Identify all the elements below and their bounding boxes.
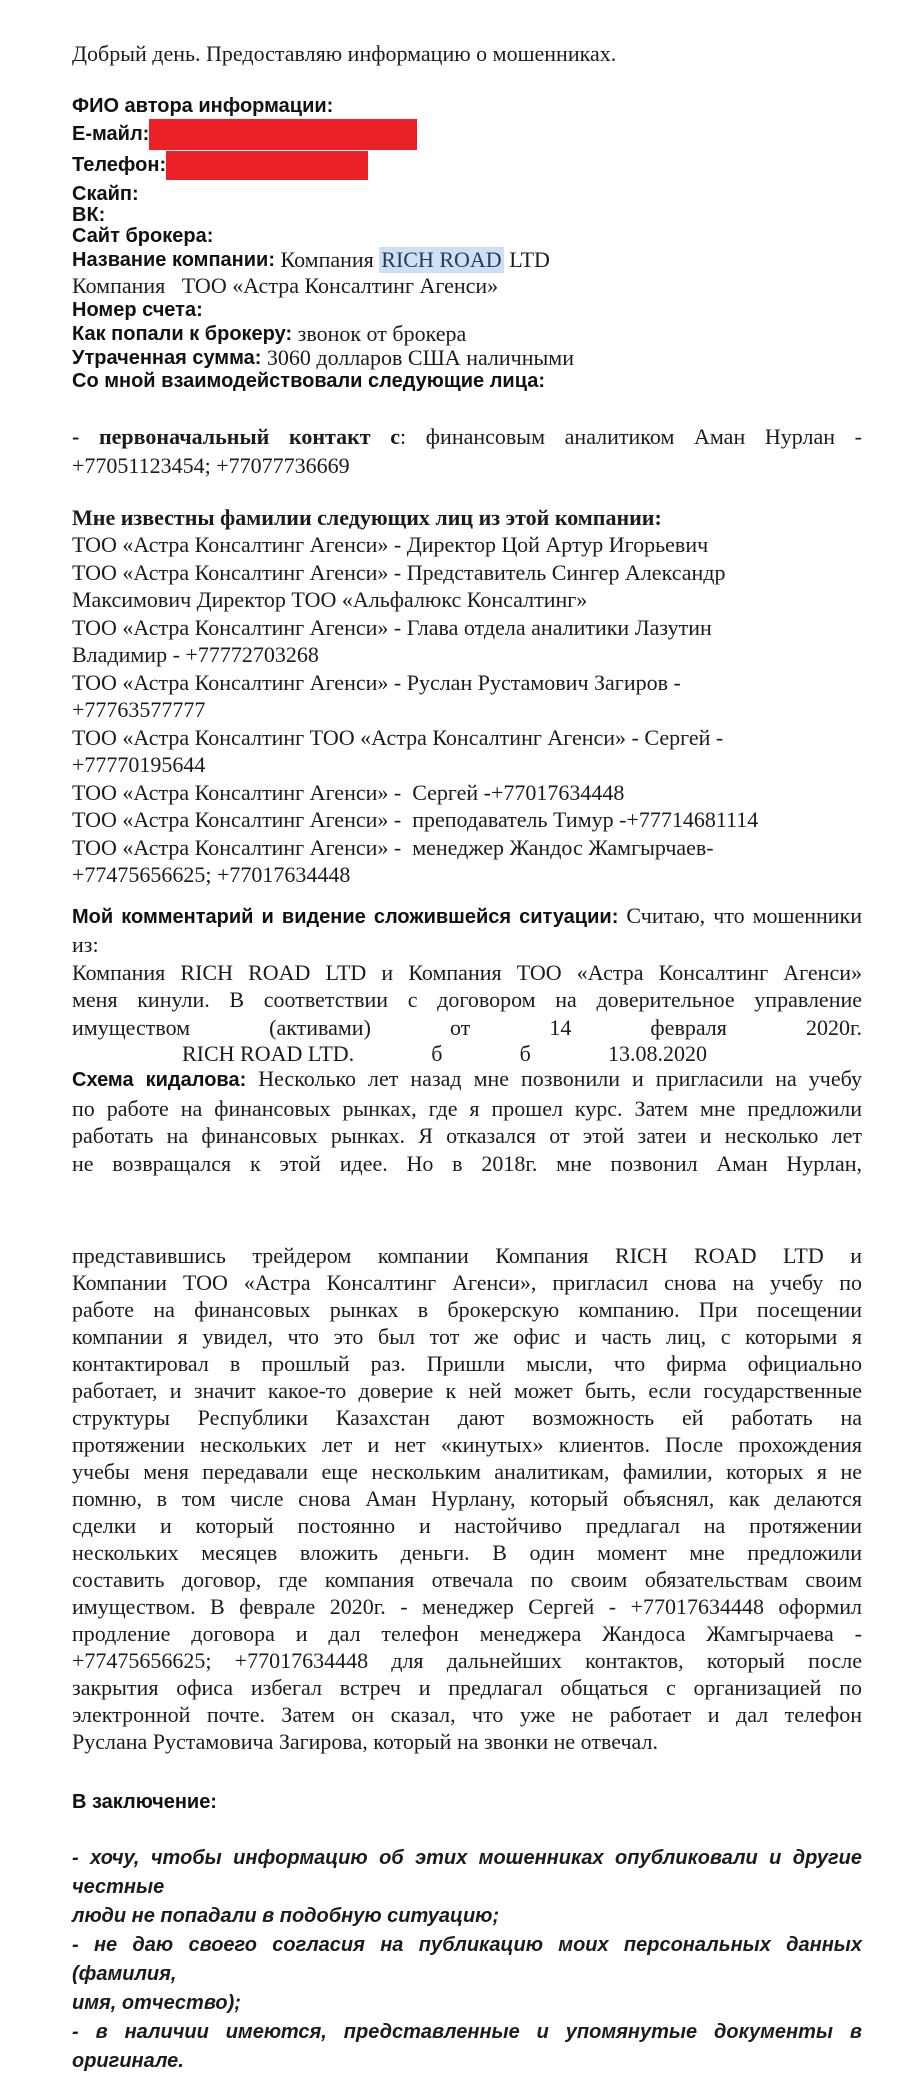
comment-line: Компания RICH ROAD LTD и Компания ТОО «Астра Консалтинг Агенси» <box>72 959 862 985</box>
field-row-skype <box>72 183 862 205</box>
scheme-line: продление договора и дал телефон менеджера Жандоса Жамгырчаева - <box>72 1621 862 1646</box>
field-row-interacted <box>72 370 862 393</box>
clipped-word: RICH ROAD LTD. <box>182 1041 355 1066</box>
conclusion-heading: В заключение: <box>72 1791 217 1813</box>
initial-contact-block <box>72 423 862 480</box>
known-line: ТОО «Астра Консалтинг Агенси» - Представитель Сингер Александр <box>72 559 726 585</box>
scheme-line: протяжении нескольких лет и нет «кинутых» клиентов. После прохождения <box>72 1432 862 1457</box>
company-highlight: RICH ROAD <box>381 247 502 272</box>
company-name-prefix: Компания <box>275 247 380 272</box>
field-row-account <box>72 299 862 322</box>
comment-first-rest: Считаю, что мошенники из: <box>72 902 863 957</box>
known-line: ТОО «Астра Консалтинг ТОО «Астра Консалтинг Агенси» - Сергей - <box>72 724 724 750</box>
conclusion-line: имя, отчество); <box>72 1992 241 2014</box>
contact-label: - первоначальный контакт с <box>72 424 401 449</box>
clipped-word: 13.08.2020 <box>607 1041 707 1066</box>
conclusion-line: - в наличии имеются, представленные и упомянутые документы в оригинале. <box>72 2021 862 2072</box>
comment-gap-word: 14 <box>549 1014 572 1040</box>
comment-gap-word: от <box>449 1014 471 1040</box>
scheme-line: электронной почте. Затем он сказал, что уже не работает и дал телефон <box>72 1702 862 1727</box>
known-line: ТОО «Астра Консалтинг Агенси» - Глава отдела аналитики Лазутин <box>72 614 712 640</box>
scheme-line: работе на финансовых рынках в брокерскую компанию. При посещении <box>72 1297 862 1322</box>
scheme-paragraph-1 <box>72 1065 862 1177</box>
clipped-word: б <box>519 1041 531 1066</box>
scheme-line: Компании ТОО «Астра Консалтинг Агенси», пригласил снова на учебу по <box>72 1270 862 1295</box>
scheme-line: Руслана Рустамовича Загирова, который на звонки не отвечал. <box>72 1729 658 1754</box>
email-label: Е-майл: <box>72 122 150 145</box>
field-row-fio <box>72 94 862 118</box>
conclusion-line: люди не попадали в подобную ситуацию; <box>72 1905 500 1927</box>
comment-label: Мой комментарий и видение сложившейся ситуации: <box>72 905 619 928</box>
known-line: ТОО «Астра Консалтинг Агенси» - Сергей -+77017634448 <box>72 779 625 805</box>
how-met-broker-value: звонок от брокера <box>292 321 467 346</box>
scheme-line: структуры Республики Казахстан дают возможность ей работать на <box>72 1405 862 1430</box>
lost-sum-value: 3060 долларов США наличными <box>261 345 574 370</box>
comment-first-line <box>72 902 862 959</box>
comment-gap-word: февраля <box>650 1014 727 1040</box>
field-row-phone <box>72 150 862 180</box>
conclusion-line: - не даю своего согласия на публикацию моих персональных данных (фамилия, <box>72 1934 862 1985</box>
comment-gap-word: 2020г. <box>805 1014 862 1040</box>
comment-gap-line <box>72 1014 862 1042</box>
contact-first-line <box>72 423 862 451</box>
comment-gap-word: имуществом <box>72 1014 191 1040</box>
company-line2: Компания ТОО «Астра Консалтинг Агенси» <box>72 273 499 298</box>
scheme-line: по работе на финансовых рынках, где я прошел курс. Затем мне предложили <box>72 1095 862 1121</box>
scheme-line: помню, в том числе снова Аман Нурлану, который объяснял, как делаются <box>72 1486 862 1511</box>
comment-paragraph <box>72 902 863 1066</box>
scheme-paragraph-2 <box>72 1242 862 1755</box>
comment-clipped-line <box>72 1041 862 1066</box>
phone-label: Телефон: <box>72 153 167 176</box>
known-line: Максимович Директор ТОО «Альфалюкс Консалтинг» <box>72 587 588 612</box>
known-line: +77475656625; +77017634448 <box>72 862 351 887</box>
scheme-line: учебы меня передавали еще нескольким аналитикам, фамилии, которых я не <box>72 1459 862 1484</box>
company-name-label: Название компании: <box>72 248 275 271</box>
scheme-line: работает, и значит какое-то доверие к ней может быть, если государственные <box>72 1378 862 1403</box>
comment-line: меня кинули. В соответствии с договором на доверительное управление <box>72 987 862 1012</box>
known-line: +77763577777 <box>72 697 206 722</box>
scheme-line: +77475656625; +77017634448 для дальнейших контактов, который после <box>72 1648 862 1673</box>
known-line: Владимир - +77772703268 <box>72 642 319 667</box>
how-met-broker-label: Как попали к брокеру: <box>72 322 293 345</box>
conclusion-line: - хочу, чтобы информацию об этих мошенниках опубликовали и другие честные <box>72 1847 862 1898</box>
known-people-section <box>72 504 862 889</box>
account-label: Номер счета: <box>72 299 203 321</box>
scheme-line: не возвращался к этой идее. Но в 2018г. мне позвонил Аман Нурлан, <box>72 1150 862 1176</box>
redaction-box-email <box>149 119 417 150</box>
comment-lines <box>72 959 862 1014</box>
known-list <box>72 531 862 889</box>
clipped-word: б <box>431 1041 443 1066</box>
interacted-label: Со мной взаимодействовали следующие лица: <box>72 370 546 392</box>
scheme-line: имуществом. В феврале 2020г. - менеджер Сергей - +77017634448 оформил <box>72 1594 862 1619</box>
scheme-page1-lines <box>72 1095 862 1178</box>
broker-site-label: Сайт брокера: <box>72 225 214 247</box>
fio-label: ФИО автора информации: <box>72 94 334 117</box>
intro-line: Добрый день. Предоставляю информацию о мошенниках. <box>72 41 617 66</box>
scheme-label: Схема кидалова: <box>72 1069 247 1091</box>
scheme-line: сделки и который постоянно и настойчиво предлагал на протяжении <box>72 1513 862 1538</box>
scheme-first-rest: Несколько лет назад мне позвонили и пригласили на учебу <box>246 1066 862 1091</box>
field-row-email <box>72 118 862 150</box>
conclusion-list <box>72 1844 862 2076</box>
scheme-line: составить договор, где компания отвечала по своим обязательствам своим <box>72 1567 862 1592</box>
field-row-broker-site <box>72 226 862 247</box>
lost-sum-label: Утраченная сумма: <box>72 346 262 369</box>
skype-label: Скайп: <box>72 182 139 205</box>
scheme-line: нескольких месяцев вложить деньги. В один момент мне предложили <box>72 1540 862 1565</box>
scheme-line: компании я увидел, что это был тот же офис и часть лиц, с которыми я <box>72 1324 862 1349</box>
known-line: ТОО «Астра Консалтинг Агенси» - Руслан Рустамович Загиров - <box>72 669 681 695</box>
comment-gap-word: (активами) <box>269 1014 371 1040</box>
contact-fields <box>72 94 862 393</box>
known-line: ТОО «Астра Консалтинг Агенси» - менеджер Жандос Жамгырчаев- <box>72 834 714 860</box>
known-line: ТОО «Астра Консалтинг Агенси» - Директор Цой Артур Игорьевич <box>72 532 709 557</box>
scheme-line: представившись трейдером компании Компания RICH ROAD LTD и <box>72 1243 862 1268</box>
company-name-suffix: LTD <box>503 247 550 272</box>
field-row-vk <box>72 205 862 226</box>
field-row-company-line2 <box>72 273 862 299</box>
contact-phones-line: +77051123454; +77077736669 <box>72 452 350 478</box>
scheme-first-line <box>72 1065 862 1095</box>
contact-rest: : финансовым аналитиком Аман Нурлан - <box>400 424 862 449</box>
field-row-how-met-broker <box>72 322 862 346</box>
known-heading: Мне известны фамилии следующих лиц из этой компании: <box>72 504 662 530</box>
field-row-company-name <box>72 247 862 273</box>
known-line: ТОО «Астра Консалтинг Агенси» - преподаватель Тимур -+77714681114 <box>72 807 759 832</box>
known-line: +77770195644 <box>72 752 206 777</box>
field-row-lost-sum <box>72 346 862 370</box>
scheme-line: закрытия офиса избегал встреч и предлагал общаться с организацией по <box>72 1675 862 1700</box>
scheme-line: работать на финансовых рынках. Я отказался от этой затеи и несколько лет <box>72 1123 862 1148</box>
scheme-line: контактировал в прошлый раз. Пришли мысли, что фирма официально <box>72 1351 862 1376</box>
vk-label: ВК: <box>72 204 106 226</box>
redaction-box-phone <box>166 151 368 180</box>
